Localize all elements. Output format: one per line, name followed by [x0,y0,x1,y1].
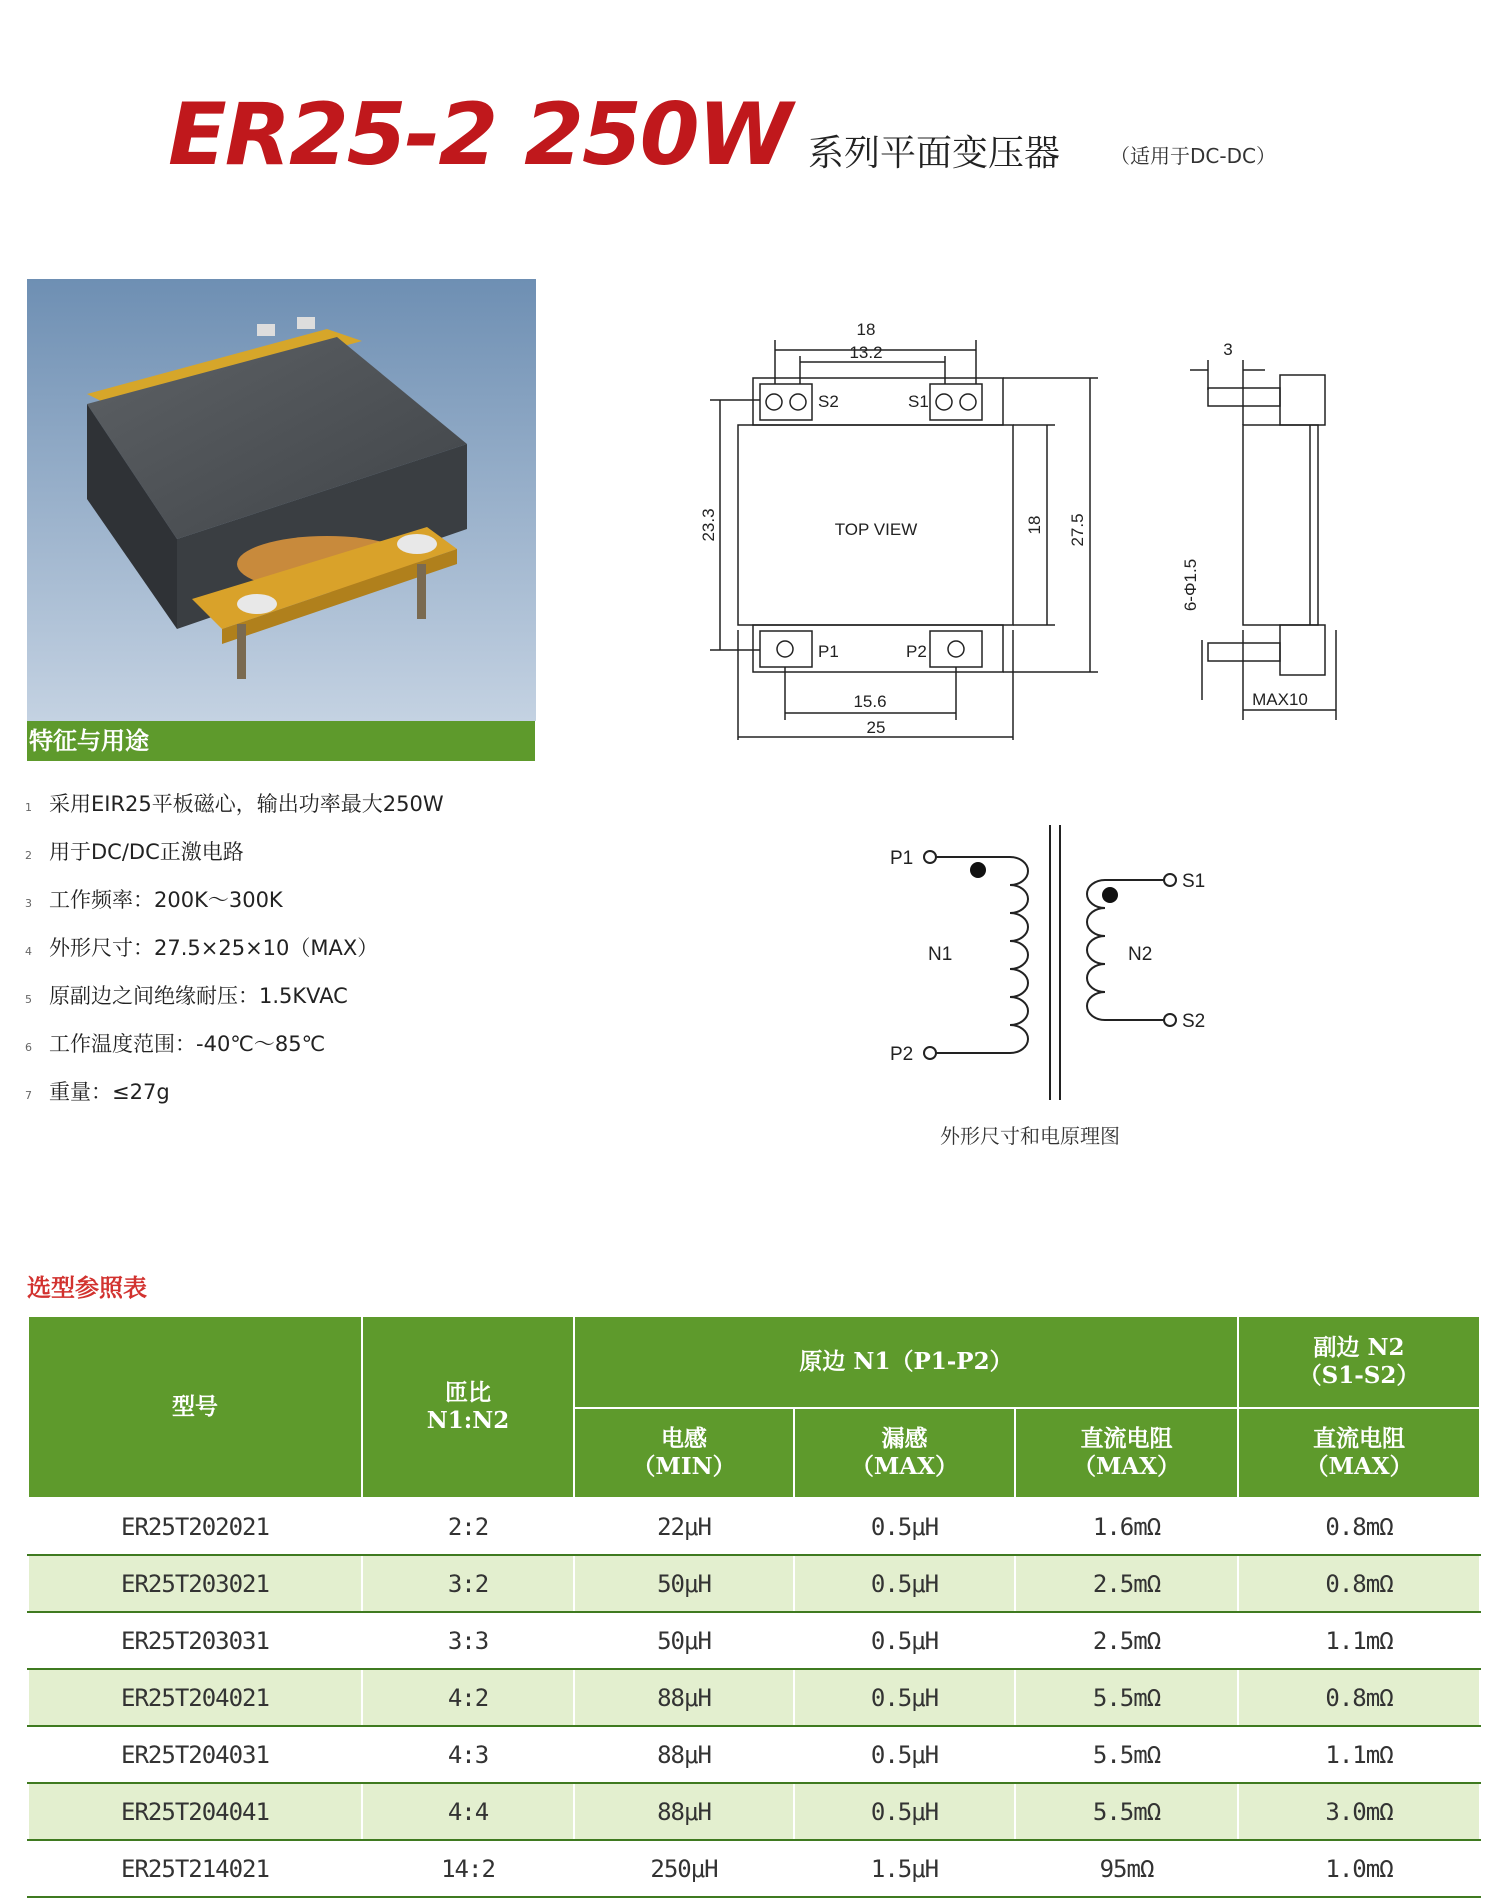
header-ratio-line1: 匝比 [445,1379,491,1406]
dim-left-height: 23.3 [699,508,718,542]
cell-leakage: 0.5μH [794,1498,1015,1555]
table-heading: 选型参照表 [27,1274,147,1302]
cell-ratio: 4:2 [362,1669,574,1726]
cell-leakage: 0.5μH [794,1669,1015,1726]
feature-number: 1 [25,801,32,814]
dim-top-width: 18 [856,320,876,339]
header-secondary [1238,1316,1480,1408]
cell-dcr-secondary: 1.0mΩ [1238,1840,1480,1897]
table-row [28,1555,1480,1612]
bottom-terminal-strip [753,625,1003,672]
cell-inductance: 88μH [574,1783,794,1840]
cell-ratio: 4:3 [362,1726,574,1783]
cell-model: ER25T203021 [28,1555,362,1612]
cell-dcr-secondary: 0.8mΩ [1238,1555,1480,1612]
header-leakage [794,1408,1015,1498]
header-primary: 原边 N1（P1-P2） [574,1316,1238,1408]
feature-number: 5 [25,993,32,1006]
dim-total-height: 27.5 [1068,513,1087,547]
table-row [28,1783,1480,1840]
cell-inductance: 22μH [574,1498,794,1555]
table-row [28,1840,1480,1897]
dim-pin-offset: 3 [1223,340,1233,359]
header-secondary-line1: 副边 N2 [1313,1334,1405,1361]
cell-leakage: 0.5μH [794,1783,1015,1840]
cell-inductance: 88μH [574,1726,794,1783]
feature-text: 工作频率：200K～300K [49,888,283,912]
schematic-label-p2: P2 [890,1044,914,1065]
pin-label-s2: S2 [818,392,839,411]
feature-item [25,884,625,932]
header-leakage-line1: 漏感 [881,1425,928,1452]
table-row [28,1669,1480,1726]
dimension-drawing [680,300,1400,740]
winding-label-n1: N1 [928,944,953,965]
cell-dcr-primary: 2.5mΩ [1015,1612,1238,1669]
feature-number: 4 [25,945,32,958]
cell-leakage: 0.5μH [794,1555,1015,1612]
cell-leakage: 0.5μH [794,1612,1015,1669]
cell-ratio: 14:2 [362,1840,574,1897]
product-subtitle-note: （适用于DC-DC） [1110,144,1276,168]
product-photo [27,279,536,721]
cell-dcr-secondary: 1.1mΩ [1238,1612,1480,1669]
schematic [860,800,1320,1100]
cell-model: ER25T204021 [28,1669,362,1726]
table-row [28,1498,1480,1555]
cell-dcr-secondary: 3.0mΩ [1238,1783,1480,1840]
cell-dcr-primary: 5.5mΩ [1015,1669,1238,1726]
header-inductance-line1: 电感 [661,1425,707,1452]
cell-ratio: 2:2 [362,1498,574,1555]
cell-leakage: 1.5μH [794,1840,1015,1897]
dim-pin-span: 13.2 [849,343,883,362]
cell-inductance: 50μH [574,1555,794,1612]
feature-item [25,836,625,884]
pin-label-p1: P1 [818,642,839,661]
cell-inductance: 250μH [574,1840,794,1897]
cell-dcr-secondary: 1.1mΩ [1238,1726,1480,1783]
dim-bottom-pin-span: 15.6 [853,692,887,711]
cell-model: ER25T214021 [28,1840,362,1897]
product-title: ER25-2 250W [168,85,791,185]
dim-inner-height: 18 [1025,515,1044,535]
feature-text: 采用EIR25平板磁心，输出功率最大250W [49,792,444,816]
cell-model: ER25T202021 [28,1498,362,1555]
header-dcr2-line1: 直流电阻 [1313,1425,1406,1452]
cell-ratio: 4:4 [362,1783,574,1840]
dim-max-height: MAX10 [1252,690,1308,709]
feature-text: 重量：≤27g [49,1080,170,1104]
cell-dcr-primary: 5.5mΩ [1015,1783,1238,1840]
cell-leakage: 0.5μH [794,1726,1015,1783]
dim-pin-diameter: 6-Φ1.5 [1181,558,1200,612]
diagram-caption: 外形尺寸和电原理图 [940,1124,1120,1148]
product-subtitle: 系列平面变压器 [808,133,1061,174]
cell-dcr-primary: 1.6mΩ [1015,1498,1238,1555]
schematic-label-s1: S1 [1182,871,1206,892]
header-ratio [362,1316,574,1498]
winding-label-n2: N2 [1128,944,1153,965]
side-view-body [1243,425,1318,625]
feature-text: 外形尺寸：27.5×25×10（MAX） [49,936,379,960]
schematic-label-s2: S2 [1182,1011,1206,1032]
feature-item [25,980,625,1028]
feature-number: 6 [25,1041,32,1054]
feature-text: 工作温度范围：-40℃～85℃ [49,1032,326,1056]
feature-item [25,1028,625,1076]
cell-model: ER25T204041 [28,1783,362,1840]
cell-ratio: 3:3 [362,1612,574,1669]
schematic-label-p1: P1 [890,848,914,869]
header-inductance-line2: （MIN） [632,1453,736,1480]
header-dcr-primary [1015,1408,1238,1498]
feature-item [25,1076,625,1124]
feature-item [25,932,625,980]
table-row [28,1726,1480,1783]
cell-dcr-secondary: 0.8mΩ [1238,1498,1480,1555]
feature-number: 2 [25,849,32,862]
features-heading: 特征与用途 [27,721,535,761]
cell-dcr-primary: 2.5mΩ [1015,1555,1238,1612]
feature-number: 3 [25,897,32,910]
header-dcr-secondary [1238,1408,1480,1498]
feature-text: 原副边之间绝缘耐压：1.5KVAC [49,984,348,1008]
features-list [25,788,625,1124]
cell-dcr-primary: 95mΩ [1015,1840,1238,1897]
header-dcr-line1: 直流电阻 [1080,1425,1173,1452]
feature-number: 7 [25,1089,32,1102]
cell-ratio: 3:2 [362,1555,574,1612]
table-row [28,1612,1480,1669]
cell-dcr-primary: 5.5mΩ [1015,1726,1238,1783]
feature-item [25,788,625,836]
cell-model: ER25T204031 [28,1726,362,1783]
top-view-label: TOP VIEW [834,520,918,539]
cell-model: ER25T203031 [28,1612,362,1669]
header-leakage-line2: （MAX） [850,1453,959,1480]
header-dcr2-line2: （MAX） [1305,1453,1413,1480]
feature-text: 用于DC/DC正激电路 [49,840,244,864]
header-ratio-line2: N1:N2 [426,1407,510,1434]
dim-bottom-width: 25 [866,718,886,737]
cell-inductance: 88μH [574,1669,794,1726]
header-secondary-line2: （S1-S2） [1298,1362,1420,1389]
header-inductance [574,1408,794,1498]
pin-label-p2: P2 [906,642,927,661]
header-dcr-line2: （MAX） [1072,1453,1181,1480]
pin-label-s1: S1 [908,392,929,411]
cell-inductance: 50μH [574,1612,794,1669]
cell-dcr-secondary: 0.8mΩ [1238,1669,1480,1726]
spec-table [27,1315,1481,1898]
header-model: 型号 [28,1316,362,1498]
